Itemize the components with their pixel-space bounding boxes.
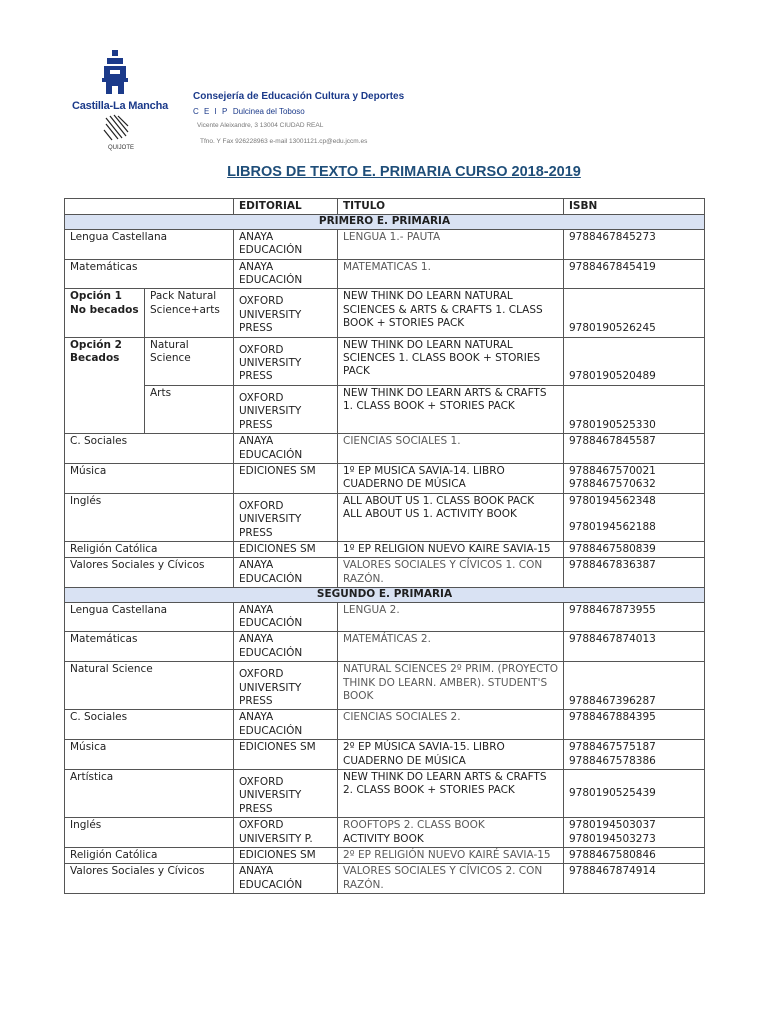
isbn-cell: 9788467845587 xyxy=(564,434,705,464)
title-cell: MATEMÁTICAS 2. xyxy=(338,632,564,662)
editorial-cell: EDICIONES SM xyxy=(234,848,338,864)
editorial-cell: ANAYA EDUCACIÓN xyxy=(234,632,338,662)
table-header-row xyxy=(65,199,705,215)
isbn-cell: 9788467874914 xyxy=(564,864,705,894)
section-heading: SEGUNDO E. PRIMARIA xyxy=(65,588,705,602)
subject-cell: Religión Católica xyxy=(65,848,234,864)
subject-cell: Artística xyxy=(65,770,234,818)
subject-cell: Natural Science xyxy=(65,662,234,710)
editorial-cell: OXFORD UNIVERSITY PRESS xyxy=(234,289,338,337)
page-title: LIBROS DE TEXTO E. PRIMARIA CURSO 2018-2019 xyxy=(227,164,581,180)
sub-subject-cell: Pack Natural Science+arts xyxy=(145,289,234,337)
isbn-cell: 9788467873955 xyxy=(564,602,705,632)
isbn-line: 9780194503037 xyxy=(569,819,656,832)
title-line: ACTIVITY BOOK xyxy=(343,832,424,845)
editorial-cell: OXFORD UNIVERSITY PRESS xyxy=(234,337,338,385)
isbn-line: 9788467575187 xyxy=(569,741,656,754)
option-cell: Opción 1 No becados xyxy=(65,289,145,337)
title-cell: 1º EP RELIGION NUEVO KAIRE SAVIA-15 xyxy=(338,541,564,557)
table-row xyxy=(65,662,705,710)
subject-cell: C. Sociales xyxy=(65,710,234,740)
isbn-cell xyxy=(564,493,705,541)
subject-cell: Matemáticas xyxy=(65,259,234,289)
title-line: CUADERNO DE MÚSICA xyxy=(343,754,466,767)
editorial-cell: OXFORD UNIVERSITY PRESS xyxy=(234,385,338,433)
section-segundo xyxy=(65,588,705,602)
isbn-cell: 9788467836387 xyxy=(564,558,705,588)
sub-subject-cell: Arts xyxy=(145,385,234,433)
title-cell: CIENCIAS SOCIALES 2. xyxy=(338,710,564,740)
isbn-cell: 9780190525330 xyxy=(564,385,705,433)
isbn-cell: 9788467874013 xyxy=(564,632,705,662)
title-cell: NEW THINK DO LEARN ARTS & CRAFTS 1. CLASS BOOK + STORIES PACK xyxy=(338,385,564,433)
table-row xyxy=(65,337,705,385)
section-primero xyxy=(65,215,705,229)
editorial-cell: ANAYA EDUCACIÓN xyxy=(234,710,338,740)
castle-icon xyxy=(102,50,128,94)
title-cell xyxy=(338,740,564,770)
school-name xyxy=(193,107,305,116)
title-cell: CIENCIAS SOCIALES 1. xyxy=(338,434,564,464)
table-row xyxy=(65,818,705,848)
title-line: ALL ABOUT US 1. ACTIVITY BOOK xyxy=(343,508,517,521)
isbn-line: 9780194503273 xyxy=(569,832,656,845)
table-row xyxy=(65,864,705,894)
table-row xyxy=(65,289,705,337)
subject-cell: Lengua Castellana xyxy=(65,602,234,632)
table-row xyxy=(65,710,705,740)
subject-cell: Valores Sociales y Cívicos xyxy=(65,558,234,588)
title-cell: NATURAL SCIENCES 2º PRIM. (PROYECTO THINK DO LEARN. AMBER). STUDENT'S BOOK xyxy=(338,662,564,710)
table-row xyxy=(65,493,705,541)
isbn-cell xyxy=(564,818,705,848)
isbn-line: 9780194562188 xyxy=(569,521,656,534)
school-address: Vicente Aleixandre, 3 13004 CIUDAD REAL xyxy=(197,122,324,129)
school-title: Dulcinea del Toboso xyxy=(232,107,305,116)
title-cell xyxy=(338,493,564,541)
isbn-cell xyxy=(564,740,705,770)
sub-subject-cell: Natural Science xyxy=(145,337,234,385)
table-row xyxy=(65,229,705,259)
isbn-line: 9780194562348 xyxy=(569,494,656,507)
title-line: CUADERNO DE MÚSICA xyxy=(343,478,466,491)
isbn-line: 9788467570632 xyxy=(569,478,656,491)
isbn-cell: 9780190520489 xyxy=(564,337,705,385)
subject-cell: Música xyxy=(65,463,234,493)
editorial-cell: EDICIONES SM xyxy=(234,740,338,770)
editorial-cell: EDICIONES SM xyxy=(234,541,338,557)
table-row xyxy=(65,558,705,588)
isbn-cell: 9788467580839 xyxy=(564,541,705,557)
editorial-cell: ANAYA EDUCACIÓN xyxy=(234,864,338,894)
table-row xyxy=(65,848,705,864)
isbn-cell: 9788467396287 xyxy=(564,662,705,710)
title-cell xyxy=(338,818,564,848)
subject-cell: Música xyxy=(65,740,234,770)
table-row xyxy=(65,602,705,632)
editorial-cell: OXFORD UNIVERSITY PRESS xyxy=(234,493,338,541)
header-titulo: TITULO xyxy=(338,199,564,215)
organization-name: Consejería de Educación Cultura y Deportes xyxy=(193,91,405,102)
subject-cell: Matemáticas xyxy=(65,632,234,662)
header-subject xyxy=(65,199,234,215)
title-cell: VALORES SOCIALES Y CÍVICOS 1. CON RAZÓN. xyxy=(338,558,564,588)
table-row xyxy=(65,632,705,662)
title-cell: NEW THINK DO LEARN NATURAL SCIENCES 1. CLASS BOOK + STORIES PACK xyxy=(338,337,564,385)
editorial-cell: ANAYA EDUCACIÓN xyxy=(234,229,338,259)
title-cell: LENGUA 1.- PAUTA xyxy=(338,229,564,259)
quijote-emblem-icon xyxy=(104,115,128,140)
editorial-cell: ANAYA EDUCACIÓN xyxy=(234,602,338,632)
title-line: ALL ABOUT US 1. CLASS BOOK PACK xyxy=(343,494,535,507)
isbn-cell: 9788467580846 xyxy=(564,848,705,864)
editorial-cell: OXFORD UNIVERSITY PRESS xyxy=(234,770,338,818)
textbooks-table xyxy=(64,198,705,894)
isbn-cell: 9788467884395 xyxy=(564,710,705,740)
editorial-cell: ANAYA EDUCACIÓN xyxy=(234,558,338,588)
header-editorial: EDITORIAL xyxy=(234,199,338,215)
title-cell: NEW THINK DO LEARN NATURAL SCIENCES & ARTS & CRAFTS 1. CLASS BOOK + STORIES PACK xyxy=(338,289,564,337)
table-row xyxy=(65,770,705,818)
title-cell: LENGUA 2. xyxy=(338,602,564,632)
editorial-cell: ANAYA EDUCACIÓN xyxy=(234,259,338,289)
subject-cell: Inglés xyxy=(65,818,234,848)
title-line: 2º EP MÚSICA SAVIA-15. LIBRO xyxy=(343,741,505,754)
section-heading: PRIMERO E. PRIMARIA xyxy=(65,215,705,229)
isbn-cell: 9780190526245 xyxy=(564,289,705,337)
subject-cell: Lengua Castellana xyxy=(65,229,234,259)
editorial-cell: EDICIONES SM xyxy=(234,463,338,493)
table-row xyxy=(65,434,705,464)
table-row xyxy=(65,541,705,557)
school-contact: Tfno. Y Fax 926228963 e-mail 13001121.cp@edu.jccm.es xyxy=(200,138,368,145)
table-row xyxy=(65,463,705,493)
title-cell: 2º EP RELIGIÓN NUEVO KAIRÉ SAVIA-15 xyxy=(338,848,564,864)
logo-sub: QUIJOTE xyxy=(108,145,135,151)
isbn-cell: 9788467845273 xyxy=(564,229,705,259)
header-isbn: ISBN xyxy=(564,199,705,215)
title-line: ROOFTOPS 2. CLASS BOOK xyxy=(343,819,485,832)
table-row xyxy=(65,259,705,289)
option-cell: Opción 2 Becados xyxy=(65,337,145,433)
isbn-line: 9788467578386 xyxy=(569,754,656,767)
title-cell xyxy=(338,463,564,493)
title-cell: MATEMATICAS 1. xyxy=(338,259,564,289)
table-row xyxy=(65,740,705,770)
isbn-cell: 9788467845419 xyxy=(564,259,705,289)
subject-cell: Religión Católica xyxy=(65,541,234,557)
isbn-cell: 9780190525439 xyxy=(564,770,705,818)
logo-name: Castilla-La Mancha xyxy=(72,100,169,112)
editorial-cell: OXFORD UNIVERSITY P. xyxy=(234,818,338,848)
title-line: 1º EP MUSICA SAVIA-14. LIBRO xyxy=(343,464,505,477)
subject-cell: Inglés xyxy=(65,493,234,541)
subject-cell: Valores Sociales y Cívicos xyxy=(65,864,234,894)
editorial-cell: OXFORD UNIVERSITY PRESS xyxy=(234,662,338,710)
table-row xyxy=(65,385,705,433)
isbn-line: 9788467570021 xyxy=(569,464,656,477)
isbn-cell xyxy=(564,463,705,493)
title-cell: VALORES SOCIALES Y CÍVICOS 2. CON RAZÓN. xyxy=(338,864,564,894)
subject-cell: C. Sociales xyxy=(65,434,234,464)
editorial-cell: ANAYA EDUCACIÓN xyxy=(234,434,338,464)
school-prefix: C E I P xyxy=(193,107,229,116)
title-cell: NEW THINK DO LEARN ARTS & CRAFTS 2. CLASS BOOK + STORIES PACK xyxy=(338,770,564,818)
